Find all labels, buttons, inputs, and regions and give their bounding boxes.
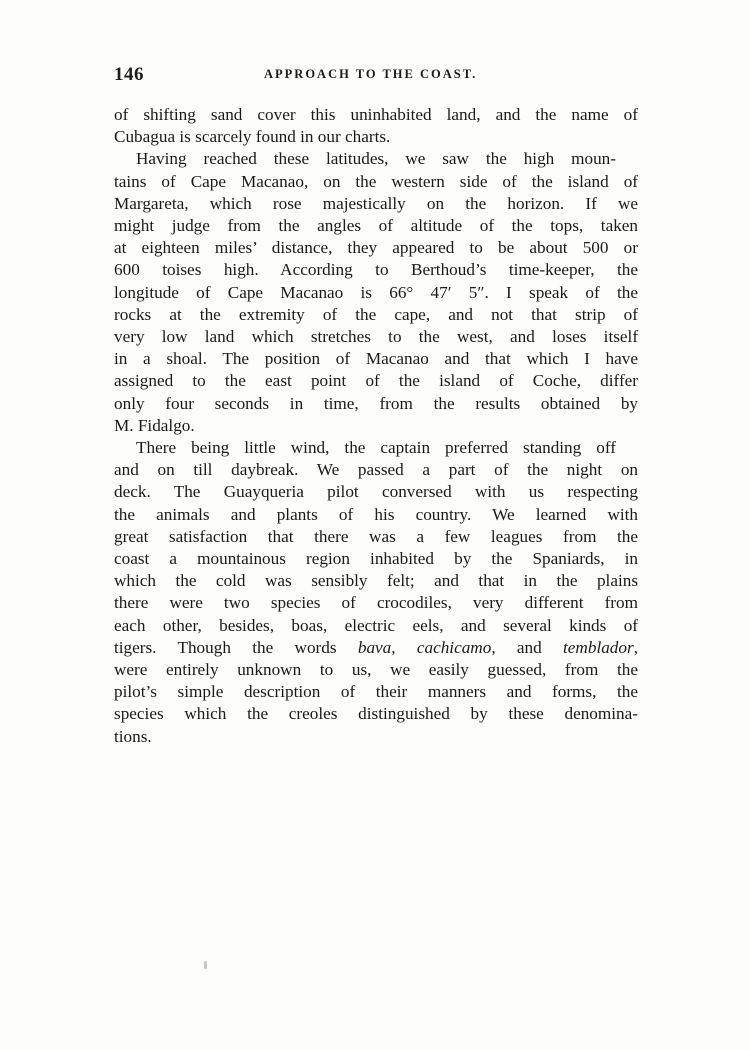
text-line: There being little wind, the captain preferred standing off: [136, 438, 616, 458]
body-text: [114, 104, 638, 748]
running-head: [114, 64, 636, 90]
text-line: great satisfaction that there was a few leagues from the: [114, 526, 639, 546]
text-line: might judge from the angles of altitude of the tops, taken: [114, 216, 639, 236]
text-line: pilot’s simple description of their manners and forms, the: [114, 682, 638, 702]
text-line: in a shoal. The position of Macanao and that which I have: [114, 349, 638, 369]
text-line: tigers. Though the words bava, cachicamo, and temblador,: [114, 637, 638, 657]
text-line: only four seconds in time, from the results obtained by: [114, 393, 639, 413]
text-line: each other, besides, boas, electric eels, and several kinds of: [114, 615, 639, 635]
text-line: 600 toises high. According to Berthoud’s time-keeper, the: [114, 260, 638, 280]
text-line: were entirely unknown to us, we easily guessed, from the: [114, 660, 638, 680]
text-line: the animals and plants of his country. We learned with: [114, 504, 638, 524]
text-line: coast a mountainous region inhabited by the Spaniards, in: [114, 549, 639, 569]
text-line: tions.: [114, 726, 152, 746]
paragraph-2: [114, 148, 638, 437]
text-line: assigned to the east point of the island of Coche, differ: [114, 371, 639, 391]
paper-speck: [204, 961, 207, 969]
text-line: of shifting sand cover this uninhabited land, and the name of: [114, 105, 638, 124]
running-title: APPROACH TO THE COAST.: [264, 67, 478, 81]
text-line: tains of Cape Macanao, on the western side of the island of: [114, 171, 639, 191]
text-line: M. Fidalgo.: [114, 415, 195, 435]
text-line: Having reached these latitudes, we saw the high moun-: [136, 149, 617, 169]
text-line: there were two species of crocodiles, very different from: [114, 593, 638, 613]
page-number: 146: [114, 64, 144, 85]
text-line: and on till daybreak. We passed a part of the night on: [114, 460, 639, 480]
text-line: longitude of Cape Macanao is 66° 47′ 5″. I speak of the: [114, 282, 638, 302]
paragraph-1: [114, 104, 638, 148]
text-line: Cubagua is scarcely found in our charts.: [114, 127, 391, 147]
text-line: deck. The Guayqueria pilot conversed with us respecting: [114, 482, 638, 502]
paragraph-3: [114, 437, 638, 748]
text-line: at eighteen miles’ distance, they appeared to be about 500 or: [114, 238, 638, 258]
text-line: species which the creoles distinguished by these denomina-: [114, 704, 638, 724]
text-line: Margareta, which rose majestically on the horizon. If we: [114, 193, 639, 213]
text-line: rocks at the extremity of the cape, and not that strip of: [114, 304, 638, 324]
text-line: which the cold was sensibly felt; and that in the plains: [114, 571, 639, 591]
text-line: very low land which stretches to the west, and loses itself: [114, 327, 639, 347]
